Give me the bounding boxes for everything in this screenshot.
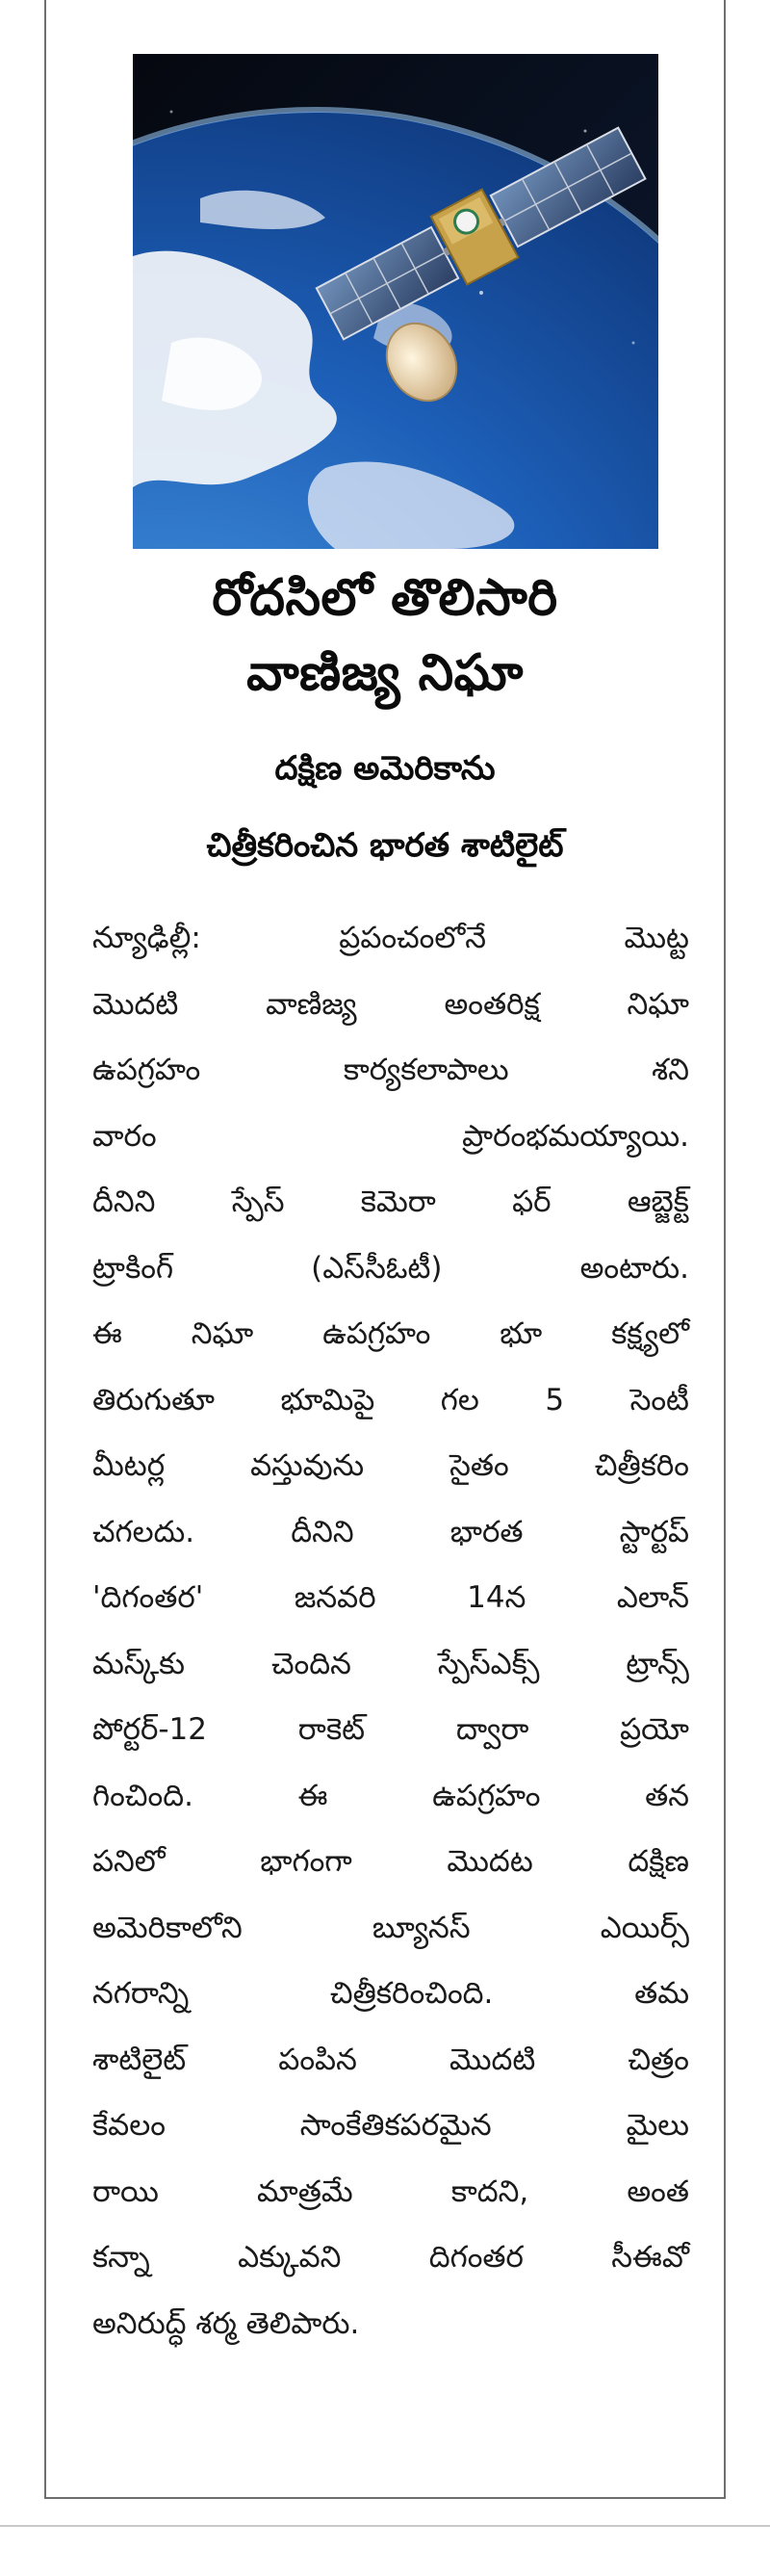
body-line: ఈ నిఘా ఉపగ్రహం భూ కక్ష్యలో <box>92 1316 689 1351</box>
body-line: కన్నా ఎక్కువని దిగంతర సీఈవో <box>92 2240 689 2275</box>
subheadline-line-1: దక్షిణ అమెరికాను <box>274 749 496 788</box>
body-line: రాయి మాత్రమే కాదని, అంత <box>92 2173 689 2209</box>
body-line: దీనిని స్పేస్ కెమెరా ఫర్ ఆబ్జెక్ట్ <box>92 1184 689 1219</box>
body-line: అనిరుద్ధ్ శర్మ తెలిపారు. <box>92 2305 360 2341</box>
article-body <box>92 905 689 2356</box>
body-line: కేవలం సాంకేతికపరమైన మైలు <box>92 2108 689 2143</box>
body-line: శాటిలైట్ పంపిన మొదటి చిత్రం <box>92 2042 689 2077</box>
body-line: పనిలో భాగంగా మొదట దక్షిణ <box>92 1844 689 1879</box>
body-line: వారం ప్రారంభమయ్యాయి. <box>92 1118 689 1154</box>
body-line: న్యూఢిల్లీ: ప్రపంచంలోనే మొట్ట <box>92 921 689 955</box>
body-line: అమెరికాలోని బ్యూనస్ ఎయిర్స్ <box>92 1910 689 1945</box>
body-line: నగరాన్ని చిత్రీకరించింది. తమ <box>92 1976 689 2011</box>
body-line: ఉపగ్రహం కార్యకలాపాలు శని <box>92 1053 689 1087</box>
bottom-divider <box>0 2525 770 2527</box>
headline-line-2: వాణిజ్య నిఘా <box>246 644 524 702</box>
body-line: చగలదు. దీనిని భారత స్టార్టప్ <box>92 1514 689 1549</box>
body-line: మస్క్‌కు చెందిన స్పేస్‌ఎక్స్ ట్రాన్స్ <box>92 1646 689 1681</box>
body-line: తిరుగుతూ భూమిపై గల 5 సెంటీ <box>92 1382 689 1418</box>
satellite-earth-photo <box>133 54 658 549</box>
body-line: మొదటి వాణిజ్య అంతరిక్ష నిఘా <box>92 986 689 1022</box>
body-line: 'దిగంతర' జనవరి 14న ఎలాన్ <box>92 1580 689 1615</box>
headline-line-1: రోదసిలో తొలిసారి <box>212 569 558 627</box>
subheadline-line-2: చిత్రీకరించిన భారత శాటిలైట్ <box>206 826 564 865</box>
body-line: ట్రాకింగ్ (ఎస్‌సీఓటీ) అంటారు. <box>92 1250 689 1286</box>
body-line: మీటర్ల వస్తువును సైతం చిత్రీకరిం <box>92 1448 689 1483</box>
body-line: గించింది. ఈ ఉపగ్రహం తన <box>92 1778 689 1813</box>
body-line: పోర్టర్-12 రాకెట్ ద్వారా ప్రయో <box>92 1712 689 1747</box>
